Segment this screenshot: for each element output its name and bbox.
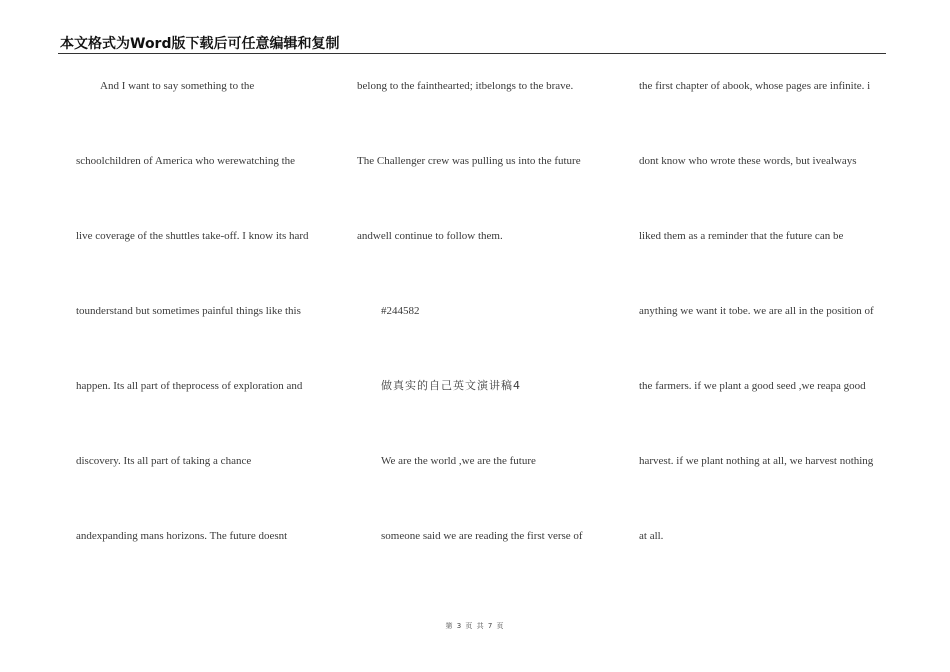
text-line: happen. Its all part of theprocess of exploration and [76,380,303,392]
header-divider [58,53,886,54]
text-line: harvest. if we plant nothing at all, we harvest nothing [639,455,874,467]
text-line: discovery. Its all part of taking a chance [76,455,252,467]
text-line: #244582 [381,305,420,317]
text-line: belong to the fainthearted; itbelongs to the brave. [357,80,574,92]
text-line: the farmers. if we plant a good seed ,we reapa good [639,380,866,392]
text-line: the first chapter of abook, whose pages are infinite. i [639,80,871,92]
text-line: schoolchildren of America who werewatching the [76,155,296,167]
text-line: andexpanding mans horizons. The future doesnt [76,530,288,542]
text-line: tounderstand but sometimes painful things like this [76,305,301,317]
text-line: at all. [639,530,664,542]
text-line: liked them as a reminder that the future can be [639,230,844,242]
text-line: 做真实的自己英文演讲稿4 [381,379,521,392]
text-line: And I want to say something to the [100,80,255,92]
text-line: dont know who wrote these words, but ivealways [639,155,857,167]
text-line: live coverage of the shuttles take-off. I know its hard [76,230,309,242]
text-line: We are the world ,we are the future [381,455,536,467]
page-number-footer: 第 3 页 共 7 页 [445,622,505,630]
text-line: The Challenger crew was pulling us into the future [357,155,581,167]
text-line: andwell continue to follow them. [357,230,503,242]
text-line: anything we want it tobe. we are all in the position of [639,305,874,317]
text-line: someone said we are reading the first verse of [381,530,583,542]
document-header-title: 本文格式为Word版下载后可任意编辑和复制 [60,36,340,52]
